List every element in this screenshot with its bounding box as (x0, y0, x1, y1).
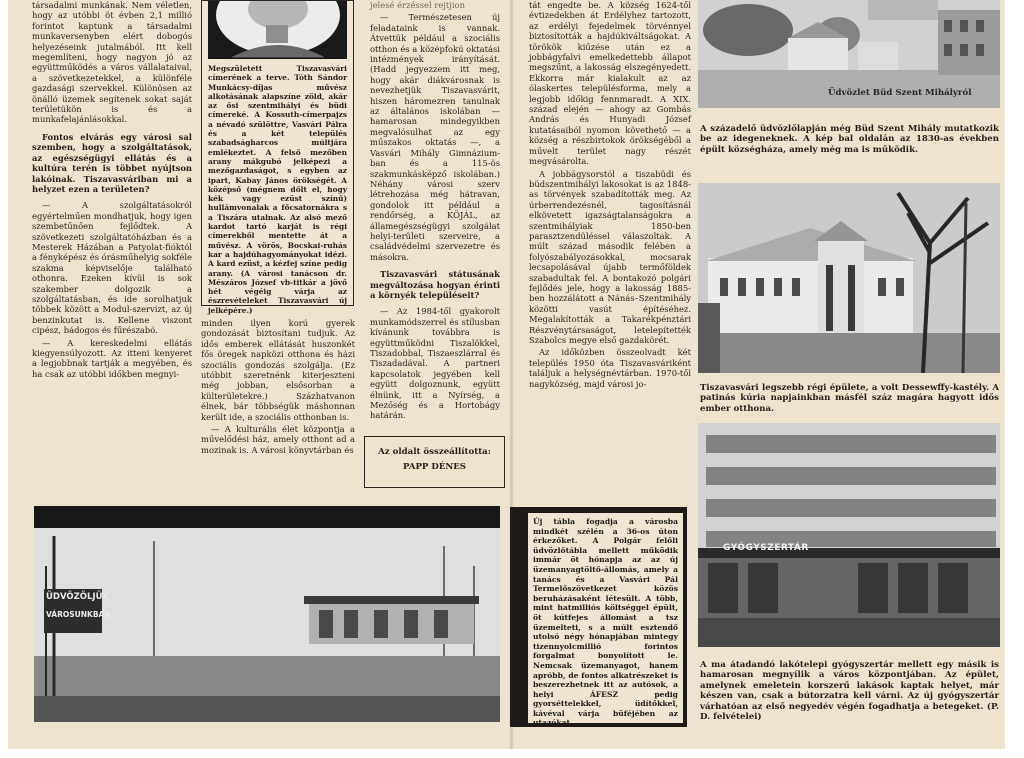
article-paragraph: — Az 1984-től gyakorolt munkamódszerrel és stílusban kívánunk továbbra is együttműködni Tiszalökkel, Tiszadobbal, Tiszaeszlárral és Tiszadadával. A partneri kapcsolatok jegyében kell együtt dolgoznunk, együtt élnünk, itt a Nyírség, a Mezőség és a Hortobágy határán. (370, 306, 500, 421)
article-paragraph: — A szolgáltatásokról egyértelműen mondhatjuk, hogy igen szembetűnően fejlődtek. A szövetkezeti szolgáltatóházban és a Mesterek Házában a Patyolat-fióktól a fényképész és órásműhelyig sokféle szakma képviselője található othonra. Ezeken kívül is sok szakember dolgozik a szolgáltatásban, és ide sorolhatjuk többek között a Modul-szervizt, az új benzinkutat is. Kellene viszont cipész, bádogos és fűrészabó. (32, 200, 192, 336)
postcard-greeting: Üdvözlet Büd Szent Mihályról (828, 88, 972, 98)
article-paragraph: A jobbágysorstól a tiszabüdi és büdszentmihályi lakosokat is az 1848-as törvények szabadították meg. Az úrberrendezésnél, tagosításnál elkövetett igazságtalanságokra a szentmihályiak 1850-ben parasztzendüléssel válaszoltak. A múlt század második felében a folyószabályozásokkal, mocsarak lecsapolásával újabb termőföldek szabadultak fel. A bontakozó polgári fejlődés jele, hogy a lakosság 1885-ben hozzálátott a Nánás–Szentmihály közötti vasút építéséhez. Megalakították a Takarékpénztári Részvénytársaságot, letelepítették Szabolcs megye első gazdakörét. (529, 168, 691, 345)
article-paragraph: — A kulturális élet központja a művelődési ház, amely otthont ad a mozinak is. A városi könyvtárban és (201, 424, 355, 455)
kastely-photo (698, 183, 1000, 373)
article-paragraph: tát engedte be. A község 1624-től évtizedekben át Erdélyhez tartozott, az erdélyi fejedelmek törvénnyel biztosították a hajdúkiváltságokat. A törökök kiűzése után ez a jobbágyfalvi emelkedettebb állapot megszűnt, a lakosság elszegényedett. Ekkorra már kialakult az az ólaskertes településforma, mely a legjobb időkig fennmaradt. A XIX. század elején — ahogy az Gombás András és Hunyadi József kutatásaiból nyomon követhető — a község a részbirtokok örökségéből a művelt terület nagy részét megvásárolta. (529, 0, 691, 167)
article-paragraph: — A kereskedelmi ellátás kiegyensúlyozott. Az itteni kenyeret a legjobbnak tartják a megyében, és ha csak az utóbbi időkben megnyi- (32, 337, 192, 379)
kastely-illustration (698, 183, 1000, 373)
newspaper-page (8, 0, 1005, 749)
artist-portrait-photo (208, 1, 347, 59)
coat-of-arms-box (201, 0, 354, 315)
article-column-2 (201, 318, 355, 498)
pharmacy-photo (698, 423, 1000, 647)
author-box (364, 436, 505, 488)
road-sign-box-text: Új tábla fogadja a városba mindkét szélén a 36-os úton érkezőket. A Polgár felőli üdvözlőtábla mellett működik immár öt hónapja az az új üzemanyagtöltő-állomás, amely a tanács és a Vasvári Pál Termelőszövetkezet közös beruházásaként létesült. A több, mint hatmilliós költséggel épült, öt kútfejes állomást a tsz üzemelteti, s a múlt esztendő utolsó négy hónapjában mintegy tizennyolcmillió forintos forgalmat bonyolított le. Nemcsak üzemanyagot, hanem apróbb, de fontos alkatrészeket is beszerezhetnek itt az autósok, a helyi ÁFESZ pedig gyorséttelekkel, üdítőkkel, kávéval várja büféjében az utazókat. (528, 513, 683, 723)
article-paragraph: társadalmi munkának. Nem véletlen, hogy az utóbbi öt évben 2,1 millió forintot kaptunk a társadalmi munkaversenyben elért dobogós helyezéseink jutalmából. Itt kell megemlíteni, hogy nagyon jó az együttműködés a város vállalataival, a szövetkezetekkel, a különféle gazdasági szervekkel. Különösen az önálló üzemek segítenek sokat saját területükön is és a munkafelajánlásokkal. (32, 0, 192, 125)
interview-question: Tiszavasvári státusának megváltozása hogyan érinti a környék településeit? (370, 269, 500, 300)
article-paragraph: Az időközben összeolvadt két település 1950 óta Tiszavasváriként találjuk a helységnévtárban. 1970-től nagyközség, majd városi jo- (529, 347, 691, 389)
pharmacy-sign: GYÓGYSZERTÁR (723, 543, 809, 553)
welcome-sign-photo (34, 506, 500, 722)
portrait-illustration (208, 1, 347, 59)
article-paragraph: jelesé érzéssel rejtjion (370, 0, 465, 10)
article-column-4 (529, 0, 691, 500)
postcard-caption: A századelő üdvözlőlapján még Büd Szent Mihály mutatkozik be az idegeneknek. A kép bal oldalán az 1830-as években épült községháza, amely még ma is működik. (700, 124, 999, 155)
article-column-1 (32, 0, 192, 500)
pharmacy-caption: A ma átadandó lakótelepi gyógyszertár mellett egy másik is hamarosan megnyílik a város központjában. Az épület, amelynek emeletein korszerű lakások kaptak helyet, már készen van, csak a bútorzatra kell várni. Az új gyógyszertár várhatóan az első negyedév végén fogadhatja a betegeket. (P. D. felvételei) (700, 660, 999, 723)
road-sign-box (510, 507, 687, 727)
pharmacy-building-illustration (698, 423, 1000, 647)
kastely-caption: Tiszavasvári legszebb régi épülete, a volt Dessewffy-kastély. A patinás kúria napjainkban másfél száz magára hagyott idős ember otthona. (700, 383, 999, 414)
old-postcard-photo (698, 0, 1000, 108)
coat-of-arms-caption: Megszületett Tiszavasvári címerének a terve. Tóth Sándor Munkácsy-díjas művész alkotásának alapszíne zöld, akár az ősi szentmihályi és büdi címereké. A Kossuth-címerpajzs a névadó szülöttre, Vasvári Pálra és a két település szabadságharcos múltjára emlékeztet. A felső mezőben arany mákgubó jelképezi a mezőgazdaságot, s egyben az ipart, Kabay János örökségét. A középső (mégnem dőlt el, hogy kék vagy ezüst színű) hullámvonalak a főcsatornákra s a Tiszára utalnak. Az alsó mező kardot tartó karját is régi címerekből mentette át a művész. A vörös, Bocskai-ruhás kar a hajdúhagyományokat idézi. A kard ezüst, a kézfej színe pedig arany. (A városi tanácson dr. Mészáros József vb-titkár a jövő hét végéig várja az észrevételeket Tiszavasvári új jelképére.) (208, 64, 347, 315)
welcome-sign-line-2: VÁROSUNKBAN (46, 610, 111, 619)
interview-question: Fontos elvárás egy városi sal szemben, hogy a szolgáltatások, az egészségügyi ellátás és a kultúra terén is többet nyújtson lakóinak. Tiszavasváriban mi a helyzet ezen a területen? (32, 131, 192, 194)
article-paragraph: minden ilyen korú gyerek gondozását biztosítani tudjuk. Az idős emberek ellátását huszonkét fős öregek napközi otthona és házi szociális gondozás szolgálja. (Ez utóbbit szeretnénk kiterjeszteni még jobban, elsősorban a külterületekre.) Százhatvanon élnek, bár többségük máshonnan került ide, a szociális otthonban is. (201, 318, 355, 422)
author-name: PAPP DÉNES (402, 462, 467, 472)
article-paragraph: — Természetesen új feladataink is vannak. Átvettük például a szociális otthon és a középfokú oktatási intézmények irányítását. (Hadd jegyezzem itt meg, hogy akár diákvárosnak is nevezhetjük Tiszavasvárit, hiszen háromezren tanulnak az általános iskolában — hamarosan mindegyikben megvalósulhat az egy műszakos oktatás —, a Vasvári Mihály Gimnázium-ban és a 115-ös szakmunkásképző iskolában.) Néhány városi szerv létrehozása még hátravan, gondolok itt például a rendőrség, a KÖJÁL, az államegészségügyi szolgálat helyi-területi szerveire, a családvédelmi szervezetre és másokra. (370, 12, 500, 262)
welcome-sign-line-1: ÜDVÖZÖLJÜK (46, 592, 110, 602)
article-column-3 (370, 0, 500, 440)
author-label: Az oldalt összeállította: (378, 447, 491, 457)
